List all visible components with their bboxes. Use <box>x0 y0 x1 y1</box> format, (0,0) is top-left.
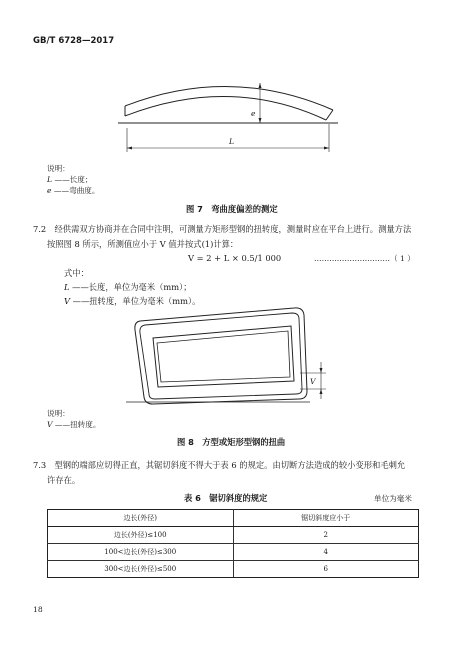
sec72-formula: V = 2 + L × 0.5/1 000 <box>188 253 282 263</box>
table-row <box>48 561 419 578</box>
fig8-notes-title: 说明： <box>47 409 70 418</box>
standard-number: GB/T 6728—2017 <box>33 36 115 46</box>
table-header-row <box>48 510 419 527</box>
fig7-note: L ——长度； <box>47 175 93 184</box>
fig7-caption: 图 7 弯曲度偏差的测定 <box>186 204 278 214</box>
fig7-notes-title: 说明： <box>47 164 70 173</box>
sec72-formula-number: …………………………（ 1 ） <box>314 254 415 263</box>
table6-title: 表 6 锯切斜度的规定 <box>184 493 268 503</box>
table-6 <box>47 509 419 578</box>
table-cell: 300<边长(外径)≤500 <box>48 561 234 578</box>
sec72-line2: 按照图 8 所示，所测值应小于 V 值并按式(1)计算： <box>47 239 239 249</box>
sec72-line1: 7.2 经供需双方协商并在合同中注明，可测量方矩形型钢的扭转度，测量时应在平台上进行。测量方法 <box>33 224 412 234</box>
sec73-line1: 7.3 型钢的端部应切得正直，其锯切斜度不得大于表 6 的规定。由切断方法造成的较小变形和毛刺允 <box>33 460 406 470</box>
table-cell: 边长(外径)≤100 <box>48 527 234 544</box>
table-cell: 4 <box>233 544 419 561</box>
table-row <box>48 527 419 544</box>
sec72-def: L ——长度，单位为毫米（mm）； <box>64 282 192 292</box>
fig8-caption: 图 8 方型或矩形型钢的扭曲 <box>177 437 286 447</box>
table-header-cell: 锯切斜度应小于 <box>233 510 419 527</box>
fig8-label-V: V <box>310 377 316 386</box>
sec72-def: V ——扭转度，单位为毫米（mm）。 <box>64 296 201 306</box>
fig8-note: V ——扭转度。 <box>47 420 101 429</box>
table-header-cell: 边长(外径) <box>48 510 234 527</box>
table-cell: 2 <box>233 527 419 544</box>
table-cell: 6 <box>233 561 419 578</box>
table-row <box>48 544 419 561</box>
table-cell: 100<边长(外径)≤300 <box>48 544 234 561</box>
sec73-line2: 许存在。 <box>47 475 81 485</box>
table6-unit: 单位为毫米 <box>374 494 412 503</box>
figure-8-twist-diagram <box>0 305 462 415</box>
sec72-where: 式中： <box>64 268 89 278</box>
fig7-note: e ——弯曲度。 <box>47 186 100 195</box>
fig7-label-e: e <box>251 109 256 118</box>
fig7-label-L: L <box>229 137 235 146</box>
page-number: 18 <box>33 605 43 614</box>
